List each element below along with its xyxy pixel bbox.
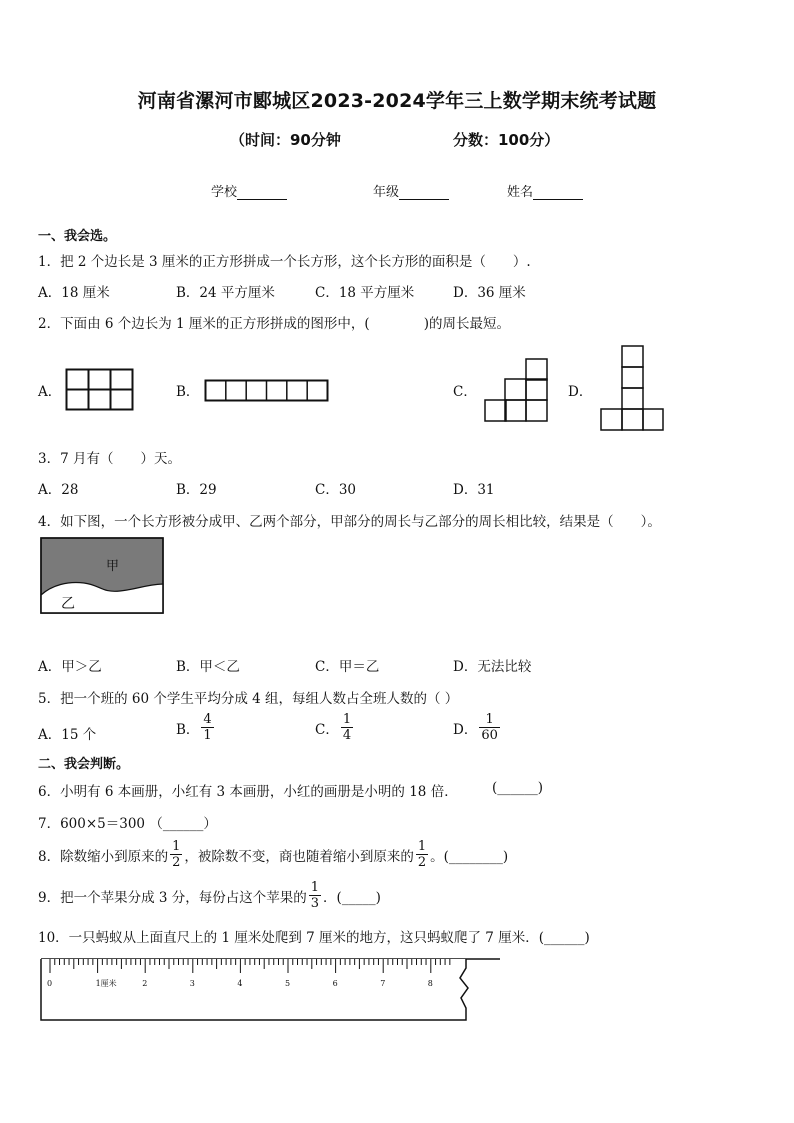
q5-option-d[interactable]	[453, 712, 502, 743]
school-blank[interactable]	[237, 187, 287, 200]
question-4: 4．如下图，一个长方形被分成甲、乙两个部分，甲部分的周长与乙部分的周长相比较，结果是（ ）。	[38, 514, 661, 530]
q3-option-a[interactable]: A．28	[38, 482, 79, 498]
q3-option-c[interactable]: C．30	[315, 482, 357, 498]
q3-option-d[interactable]: D．31	[453, 482, 495, 498]
q5-option-c-fraction	[341, 712, 353, 743]
q4-option-b[interactable]: B．甲＜乙	[176, 659, 240, 675]
ruler-label: 2	[142, 979, 148, 988]
section-heading-choose: 一、我会选。	[38, 229, 117, 244]
fraction-numerator: 4	[203, 712, 212, 727]
q5-option-b-fraction	[201, 712, 213, 743]
fraction-numerator: 1	[342, 712, 352, 727]
q8-fraction-1	[170, 839, 182, 870]
ruler-figure	[40, 958, 470, 1022]
page-title: 河南省漯河市郾城区2023-2024学年三上数学期末统考试题	[137, 90, 657, 112]
question-3: 3．7 月有（ ）天。	[38, 451, 181, 467]
exam-time: （时间：90分钟	[230, 131, 341, 149]
q1-option-d[interactable]: D．36 厘米	[453, 285, 526, 301]
fraction-denominator: 3	[310, 896, 320, 911]
q2-figure-d	[600, 345, 664, 431]
school-field	[211, 181, 287, 200]
ruler-label: 7	[380, 979, 386, 988]
question-10: 10．一只蚂蚁从上面直尺上的 1 厘米处爬到 7 厘米的地方，这只蚂蚁爬了 7 厘米．(______)	[38, 930, 590, 946]
name-blank[interactable]	[533, 187, 583, 200]
q5-option-b[interactable]	[176, 712, 216, 743]
q4-option-a[interactable]: A．甲＞乙	[38, 659, 102, 675]
q9-text-start: 9．把一个苹果分成 3 分，每份占这个苹果的	[38, 889, 307, 906]
ruler-label: 5	[285, 979, 291, 988]
q2-option-a[interactable]: A．	[38, 384, 62, 400]
question-7: 7．600×5＝300 （______）	[38, 816, 217, 832]
fraction-numerator: 1	[485, 712, 494, 727]
q8-fraction-2	[416, 839, 428, 870]
exam-score: 分数：100分）	[453, 131, 560, 149]
question-6-answer[interactable]: (______)	[492, 780, 544, 796]
q5-option-b-letter: B．	[176, 721, 200, 738]
question-9	[38, 880, 381, 911]
q2-figure-c	[484, 358, 548, 422]
ruler-label: 0	[47, 979, 53, 988]
school-label: 学校	[211, 185, 238, 200]
ruler-label: 4	[237, 979, 243, 988]
q4-label-yi: 乙	[61, 596, 75, 612]
q4-figure	[40, 537, 165, 615]
fraction-numerator: 1	[310, 880, 320, 895]
ruler-label: 6	[332, 979, 338, 988]
name-field	[507, 181, 583, 200]
fraction-denominator: 60	[481, 728, 498, 743]
q5-option-c-letter: C．	[315, 721, 339, 738]
q4-option-c[interactable]: C．甲＝乙	[315, 659, 380, 675]
grade-field	[373, 181, 449, 200]
q5-option-d-letter: D．	[453, 721, 478, 738]
q2-option-d[interactable]: D．	[568, 384, 593, 400]
grade-label: 年级	[373, 185, 400, 200]
grade-blank[interactable]	[399, 187, 449, 200]
q3-option-b[interactable]: B．29	[176, 482, 217, 498]
question-8	[38, 839, 508, 870]
q8-text-start: 8．除数缩小到原来的	[38, 848, 169, 865]
q4-label-jia: 甲	[106, 559, 120, 574]
q4-option-d[interactable]: D．无法比较	[453, 659, 532, 675]
q5-option-a[interactable]: A．15 个	[38, 727, 97, 743]
fraction-denominator: 4	[342, 728, 352, 743]
q1-option-b[interactable]: B．24 平方厘米	[176, 285, 275, 301]
ruler-label: 3	[189, 979, 195, 988]
q2-figure-b	[205, 380, 329, 402]
q5-option-c[interactable]	[315, 712, 355, 743]
fraction-denominator: 1	[203, 728, 212, 743]
ruler-label: 8	[427, 979, 433, 988]
fraction-numerator: 1	[172, 839, 181, 854]
q9-fraction	[309, 880, 321, 911]
section-heading-judge: 二、我会判断。	[38, 757, 130, 772]
question-1: 1．把 2 个边长是 3 厘米的正方形拼成一个长方形，这个长方形的面积是（ ）.	[38, 254, 531, 270]
name-label: 姓名	[507, 185, 534, 200]
q2-option-c[interactable]: C．	[453, 384, 477, 400]
q2-figure-a	[66, 369, 134, 411]
q2-option-b[interactable]: B．	[176, 384, 200, 400]
fraction-numerator: 1	[417, 839, 427, 854]
q8-answer[interactable]: 。(________)	[430, 848, 509, 865]
ruler-label: 1厘米	[95, 979, 117, 988]
q9-answer[interactable]: ．(_____)	[323, 889, 381, 906]
question-5: 5．把一个班的 60 个学生平均分成 4 组，每组人数占全班人数的（ ）	[38, 691, 459, 707]
q1-option-c[interactable]: C．18 平方厘米	[315, 285, 415, 301]
q5-option-d-fraction	[479, 712, 500, 743]
question-2: 2．下面由 6 个边长为 1 厘米的正方形拼成的图形中，( )的周长最短。	[38, 316, 510, 332]
fraction-denominator: 2	[417, 855, 427, 870]
q8-text-middle: ，被除数不变，商也随着缩小到原来的	[184, 848, 414, 865]
q1-option-a[interactable]: A．18 厘米	[38, 285, 110, 301]
question-6: 6．小明有 6 本画册，小红有 3 本画册，小红的画册是小明的 18 倍．	[38, 784, 458, 800]
fraction-denominator: 2	[172, 855, 181, 870]
